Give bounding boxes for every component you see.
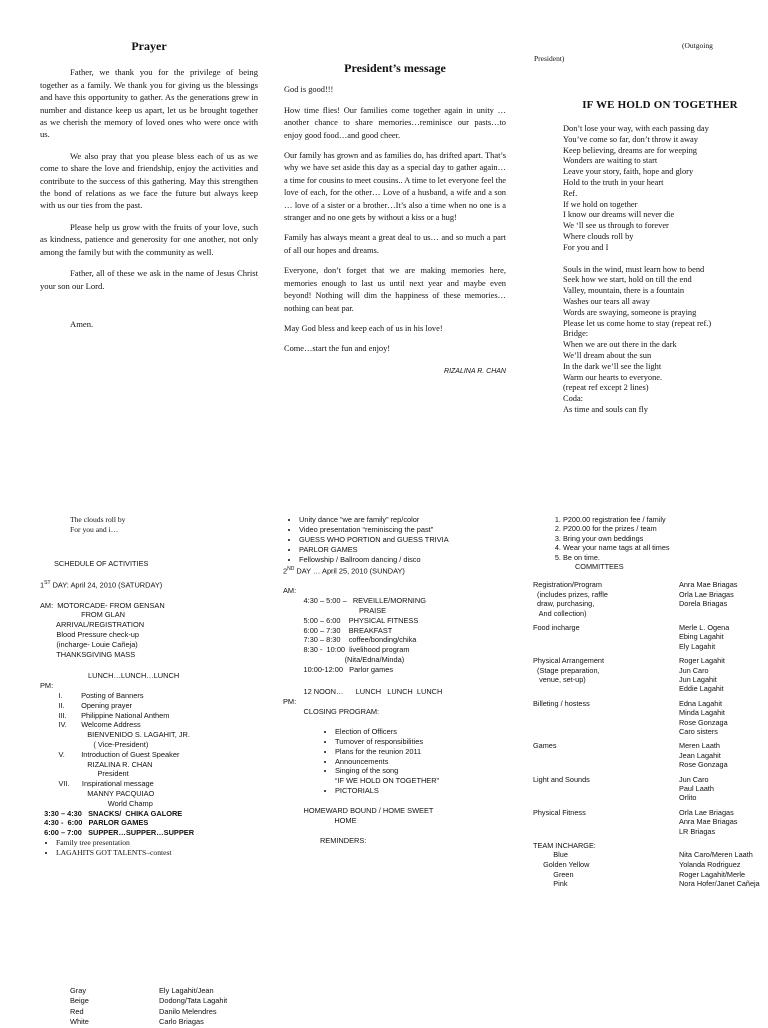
song-line: Washes our tears all away xyxy=(563,296,650,306)
program-line: MANNY PACQUIAO xyxy=(40,789,155,798)
prayer-amen: Amen. xyxy=(70,318,94,329)
committee-label xyxy=(533,775,590,784)
team-members: Nora Hofer/Janet Cañeja xyxy=(679,879,760,889)
program-line: V. Introduction of Guest Speaker xyxy=(40,749,180,759)
reminders-list xyxy=(533,515,763,562)
team-row xyxy=(533,850,763,860)
schedule-line: 4:30 - 6:00 PARLOR GAMES xyxy=(40,818,149,828)
song-line: Hold to the truth in your heart xyxy=(563,177,664,187)
song-line: Bridge: xyxy=(563,329,589,339)
committee-label-line: Games xyxy=(533,741,557,751)
song-line: As time and souls can fly xyxy=(563,404,648,414)
song-line: Coda: xyxy=(563,394,584,404)
schedule-line: 7:30 – 8:30 coffee/bonding/chika xyxy=(283,635,417,645)
schedule-line: 6:00 – 7:00 SUPPER…SUPPER…SUPPER xyxy=(40,828,195,838)
president-title: President’s message xyxy=(344,61,446,75)
committee-label-line: (includes prizes, raffle xyxy=(533,589,608,599)
committee-row xyxy=(533,775,763,808)
schedule-line: 6:00 – 7:30 BREAKFAST xyxy=(283,625,393,635)
president-paragraph: Our family has grown and as families do, has drifted apart. That’s why we have set aside this day as a special day to gather again… a time for cousins to meet cousins.. A time to let everyone feel the love of each, for the other… Love of a husband, a wife and a son … love of a sister or a brother…It’s also a time when no one is a stranger and no one gets by without a kiss or a hug! xyxy=(284,151,506,223)
day2-heading xyxy=(283,565,523,576)
song-verse-2 xyxy=(563,265,763,416)
team-row xyxy=(533,879,763,889)
prayer-paragraph: Please help us grow with the fruits of your love, such as kindness, patience and generosity for one another, not only among the family but with the community as well. xyxy=(40,221,258,257)
song-title: IF WE HOLD ON TOGETHER xyxy=(582,99,738,111)
team-members: Dodong/Tata Lagahit xyxy=(159,996,228,1006)
day2-suffix: ND xyxy=(287,565,295,572)
song-end-line: For you and i… xyxy=(70,524,119,534)
schedule-day2-column xyxy=(283,515,523,846)
bullet-item: • Turnover of responsibilities xyxy=(335,737,523,747)
committee-label-line: Registration/Program xyxy=(533,580,602,590)
day1-am-list xyxy=(40,601,280,660)
song-line: For you and I xyxy=(563,242,609,252)
committee-label xyxy=(533,580,608,618)
committee-label-line: Physical Fitness xyxy=(533,807,586,817)
day2-date: DAY … April 25, 2010 (SUNDAY) xyxy=(294,566,405,575)
schedule-line: Blood Pressure check-up xyxy=(40,630,139,640)
committee-members xyxy=(679,580,737,608)
team-members: Roger Lagahit/Merle xyxy=(679,869,746,879)
day1-heading xyxy=(40,579,280,590)
committee-label-line: And collection) xyxy=(533,608,587,618)
committee-label xyxy=(533,623,580,632)
program-line: IV. Welcome Address xyxy=(40,720,141,730)
closing-program-label: CLOSING PROGRAM: xyxy=(283,706,380,716)
day1-evening-bullets xyxy=(283,515,523,565)
team-color: Red xyxy=(70,1006,84,1016)
am-label: AM: xyxy=(283,585,297,595)
bullet-item: • LAGAHITS GOT TALENTS–contest xyxy=(56,848,280,858)
schedule-day1-column xyxy=(40,515,280,858)
prayer-paragraph: Father, all of these we ask in the name of Jesus Christ your son our Lord. xyxy=(40,268,258,291)
committee-label-line: Physical Arrangement xyxy=(533,656,604,666)
committee-member: Paul Laath xyxy=(679,784,714,793)
committee-member: Jun Caro xyxy=(679,774,709,784)
team-color: Green xyxy=(533,869,574,879)
program-line: ( Vice-President) xyxy=(40,740,149,750)
reminder-item: 2. P200.00 for the prizes / team xyxy=(563,524,763,533)
day1-snacks-list xyxy=(40,809,280,838)
committee-member: Roger Lagahit xyxy=(679,656,725,666)
program-line: I. Posting of Banners xyxy=(40,691,144,701)
schedule-line: 8:30 - 10:00 livelihood program xyxy=(283,645,410,655)
song-line: We ‘ll see us through to forever xyxy=(563,221,669,231)
committee-members xyxy=(679,775,714,803)
bullet-item: • Election of Officers xyxy=(335,727,523,737)
song-line: Please let us come home to stay (repeat ref.) xyxy=(563,318,712,328)
song-verse-1 xyxy=(563,124,763,254)
schedule-title: SCHEDULE OF ACTIVITIES xyxy=(54,558,149,568)
committee-member: Jun Lagahit xyxy=(679,675,717,685)
song-line: Wonders are waiting to start xyxy=(563,156,658,166)
schedule-line: AM: MOTORCADE- FROM GENSAN xyxy=(40,600,165,610)
prayer-section xyxy=(40,40,258,330)
committee-member: Rose Gonzaga xyxy=(679,760,728,770)
committee-row xyxy=(533,699,763,742)
president-paragraph: Come…start the fun and enjoy! xyxy=(284,344,391,354)
program-line: World Champ xyxy=(40,798,153,808)
program-line: II. Opening prayer xyxy=(40,700,133,710)
noon-line: 12 NOON… LUNCH LUNCH LUNCH xyxy=(283,687,443,697)
team-color: Beige xyxy=(70,996,89,1006)
schedule-line: 3:30 – 4:30 SNACKS/ CHIKA GALORE xyxy=(40,808,183,818)
team-members: Danilo Melendres xyxy=(159,1006,217,1016)
committee-row xyxy=(533,808,763,841)
pictorials-bullet-list xyxy=(283,786,523,796)
team-row xyxy=(70,986,370,996)
team-colors-list xyxy=(70,986,370,1028)
committee-member: Anra Mae Briagas xyxy=(679,580,738,590)
reminder-item: 1. P200.00 registration fee / family xyxy=(563,515,763,524)
outgoing-label-cont: President) xyxy=(534,54,565,63)
program-line: VII. Inspirational message xyxy=(40,779,154,789)
song-line: If we hold on together xyxy=(563,199,638,209)
prayer-paragraph: We also pray that you please bless each of us as we come to share the love and friendship, enjoy the activities and contribute to the success of this gathering. May this strengthen the bond of relations as we face the future but always keep with us our ties from the past. xyxy=(40,150,258,211)
song-line: Words are swaying, someone is praying xyxy=(563,307,697,317)
committee-label xyxy=(533,741,557,750)
committee-label-line: draw, purchasing, xyxy=(533,599,595,609)
schedule-line: PRAISE xyxy=(283,605,387,615)
president-message xyxy=(284,62,506,378)
song-lyrics xyxy=(563,124,763,416)
bullet-item: • Singing of the song xyxy=(335,766,523,776)
team-members: Nita Caro/Meren Laath xyxy=(679,850,753,860)
president-paragraph: May God bless and keep each of us in his love! xyxy=(284,323,443,333)
song-line: You’ve come so far, don’t throw it away xyxy=(563,134,698,144)
team-color: Blue xyxy=(533,850,568,860)
day1-bullet-list xyxy=(40,838,280,858)
schedule-line: 4:30 – 5:00 – REVEILLE/MORNING xyxy=(283,595,426,605)
team-row xyxy=(70,996,370,1006)
committee-label xyxy=(533,656,604,684)
day1-suffix: ST xyxy=(44,580,51,587)
schedule-line: ARRIVAL/REGISTRATION xyxy=(40,620,145,630)
committee-member: Eddie Lagahit xyxy=(679,684,724,694)
reminders-label: REMINDERS: xyxy=(283,835,367,845)
committees-column xyxy=(533,515,763,889)
bullet-item: • Announcements xyxy=(335,757,523,767)
committee-member: Meren Laath xyxy=(679,741,720,751)
song-line: Souls in the wind, must learn how to bend xyxy=(563,264,705,274)
team-color: White xyxy=(70,1017,89,1027)
schedule-line: (Nita/Edna/Minda) xyxy=(283,655,405,665)
team-row xyxy=(533,860,763,870)
committee-member: Anra Mae Briagas xyxy=(679,817,738,827)
bullet-item: • Video presentation “reminiscing the past” xyxy=(299,525,523,535)
program-line: III. Philippine National Anthem xyxy=(40,710,170,720)
committee-member: Caro sisters xyxy=(679,727,718,737)
committee-row xyxy=(533,656,763,699)
team-members: Carlo Briagas xyxy=(159,1017,204,1027)
bullet-item: • Unity dance “we are family” rep/color xyxy=(299,515,523,525)
committee-label-line: venue, set-up) xyxy=(533,675,586,685)
song-quote: “IF WE HOLD ON TOGETHER” xyxy=(335,776,440,786)
day2-number: 2 xyxy=(283,566,288,575)
reminder-item: 4. Wear your name tags at all times xyxy=(563,543,763,552)
committee-row xyxy=(533,741,763,774)
homeward-line: HOME xyxy=(283,816,357,826)
day1-number: 1 xyxy=(40,580,45,590)
prayer-title: Prayer xyxy=(131,39,167,53)
committee-members xyxy=(679,808,737,836)
schedule-line: THANKSGIVING MASS xyxy=(40,649,136,659)
committee-label xyxy=(533,699,590,708)
bullet-item: • Plans for the reunion 2011 xyxy=(335,747,523,757)
committee-member: Orlito xyxy=(679,793,697,803)
team-incharge-title: TEAM INCHARGE: xyxy=(533,840,596,850)
committees-list xyxy=(533,580,763,841)
committee-label-line: Food incharge xyxy=(533,623,580,633)
president-signature: RIZALINA R. CHAN xyxy=(444,367,506,375)
president-paragraph: God is good!!! xyxy=(284,85,334,95)
song-line: Ref. xyxy=(563,188,578,198)
committee-members xyxy=(679,699,728,737)
president-paragraph: Family has always meant a great deal to us… and so much a part of all our hopes and dreams. xyxy=(284,233,506,255)
committee-member: LR Briagas xyxy=(679,826,716,836)
committee-member: Orla Lae Briagas xyxy=(679,589,734,599)
day2-am-list xyxy=(283,596,523,675)
committee-member: Minda Lagahit xyxy=(679,708,725,718)
song-line: We’ll dream about the sun xyxy=(563,350,652,360)
committee-member: Merle L. Ogena xyxy=(679,623,730,633)
team-row xyxy=(70,1007,370,1017)
song-line: When we are out there in the dark xyxy=(563,340,677,350)
song-line: Don’t lose your way, with each passing day xyxy=(563,124,709,133)
bullet-item: • Family tree presentation xyxy=(56,838,280,848)
song-end-line: The clouds roll by xyxy=(70,515,126,524)
team-members: Yolanda Rodriguez xyxy=(679,859,741,869)
pm-label: PM: xyxy=(40,681,54,691)
committees-title: COMMITTEES xyxy=(575,562,624,572)
bullet-item: • PARLOR GAMES xyxy=(299,545,523,555)
committee-label-line: (Stage preparation, xyxy=(533,665,600,675)
song-line: Seek how we start, hold on till the end xyxy=(563,275,692,285)
bullet-item: • Fellowship / Ballroom dancing / disco xyxy=(299,555,523,565)
day1-program-list xyxy=(40,691,280,809)
program-line: President xyxy=(40,769,129,779)
president-paragraph: Everyone, don’t forget that we are making memories here, memories enough to last us until next year and maybe even beyond! Nothing will dim the happiness of these memories…nothing can beat par. xyxy=(284,266,506,313)
program-line: RIZALINA R. CHAN xyxy=(40,759,153,769)
team-color: Golden Yellow xyxy=(533,859,590,869)
committee-member: Jun Caro xyxy=(679,665,709,675)
outgoing-label: (Outgoing xyxy=(682,41,713,50)
pictorials-item: • PICTORIALS xyxy=(335,786,523,796)
bullet-item: • GUESS WHO PORTION and GUESS TRIVIA xyxy=(299,535,523,545)
president-paragraph: How time flies! Our families come together again in unity …another chance to share memories…reminisce our pasts…to enjoy good food…and good cheer. xyxy=(284,105,506,140)
song-line: Keep believing, dreams are for weeping xyxy=(563,145,697,155)
schedule-line: FROM GLAN xyxy=(40,610,126,620)
team-incharge-list xyxy=(533,850,763,888)
team-members: Ely Lagahit/Jean xyxy=(159,986,214,995)
song-line: Where clouds roll by xyxy=(563,231,634,241)
song-line: Valley, mountain, there is a fountain xyxy=(563,286,685,296)
schedule-line: 5:00 – 6:00 PHYSICAL FITNESS xyxy=(283,615,419,625)
committee-member: Dorela Briagas xyxy=(679,599,728,609)
committee-label-line: Light and Sounds xyxy=(533,774,590,784)
day1-date: DAY: April 24, 2010 (SATURDAY) xyxy=(50,580,163,590)
song-line: In the dark we’ll see the light xyxy=(563,361,662,371)
reminder-item: 5. Be on time. xyxy=(563,553,763,562)
homeward-line: HOMEWARD BOUND / HOME SWEET xyxy=(283,806,434,816)
committee-label-line: Billeting / hostess xyxy=(533,698,590,708)
committee-label xyxy=(533,808,586,817)
committee-row xyxy=(533,580,763,623)
song-line: (repeat ref except 2 lines) xyxy=(563,383,649,393)
prayer-paragraph: Father, we thank you for the privilege of being together as a family. We thank you for giving us the blessings and have this opportunity to gather. As the generations grew in number and distance keep us apart, let us be brought together as we cherish the memory of loved ones who were once with us. xyxy=(40,67,258,140)
committee-members xyxy=(679,656,725,694)
committee-member: Edna Lagahit xyxy=(679,698,723,708)
lunch-line: LUNCH…LUNCH…LUNCH xyxy=(88,671,180,681)
committee-members xyxy=(679,741,728,769)
reminder-item: 3. Bring your own beddings xyxy=(563,534,763,543)
committee-members xyxy=(679,623,729,651)
team-row xyxy=(533,870,763,880)
committee-member: Jean Lagahit xyxy=(679,750,721,760)
team-color: Gray xyxy=(70,986,87,995)
closing-program-bullets xyxy=(283,727,523,777)
program-line: BIENVENIDO S. LAGAHIT, JR. xyxy=(40,730,190,740)
committee-member: Ebing Lagahit xyxy=(679,632,724,642)
team-color: Pink xyxy=(533,879,568,889)
song-line: I know our dreams will never die xyxy=(563,210,675,220)
committee-member: Rose Gonzaga xyxy=(679,717,728,727)
committee-member: Ely Lagahit xyxy=(679,641,716,651)
song-line: Leave your story, faith, hope and glory xyxy=(563,167,694,177)
schedule-line: (incharge- Louie Cañeja) xyxy=(40,639,138,649)
pm-label: PM: xyxy=(283,696,297,706)
schedule-line: 10:00-12:00 Parlor games xyxy=(283,665,394,675)
song-line: Warm our hearts to everyone. xyxy=(563,372,663,382)
committee-row xyxy=(533,623,763,656)
team-row xyxy=(70,1017,370,1027)
committee-member: Orla Lae Briagas xyxy=(679,807,734,817)
